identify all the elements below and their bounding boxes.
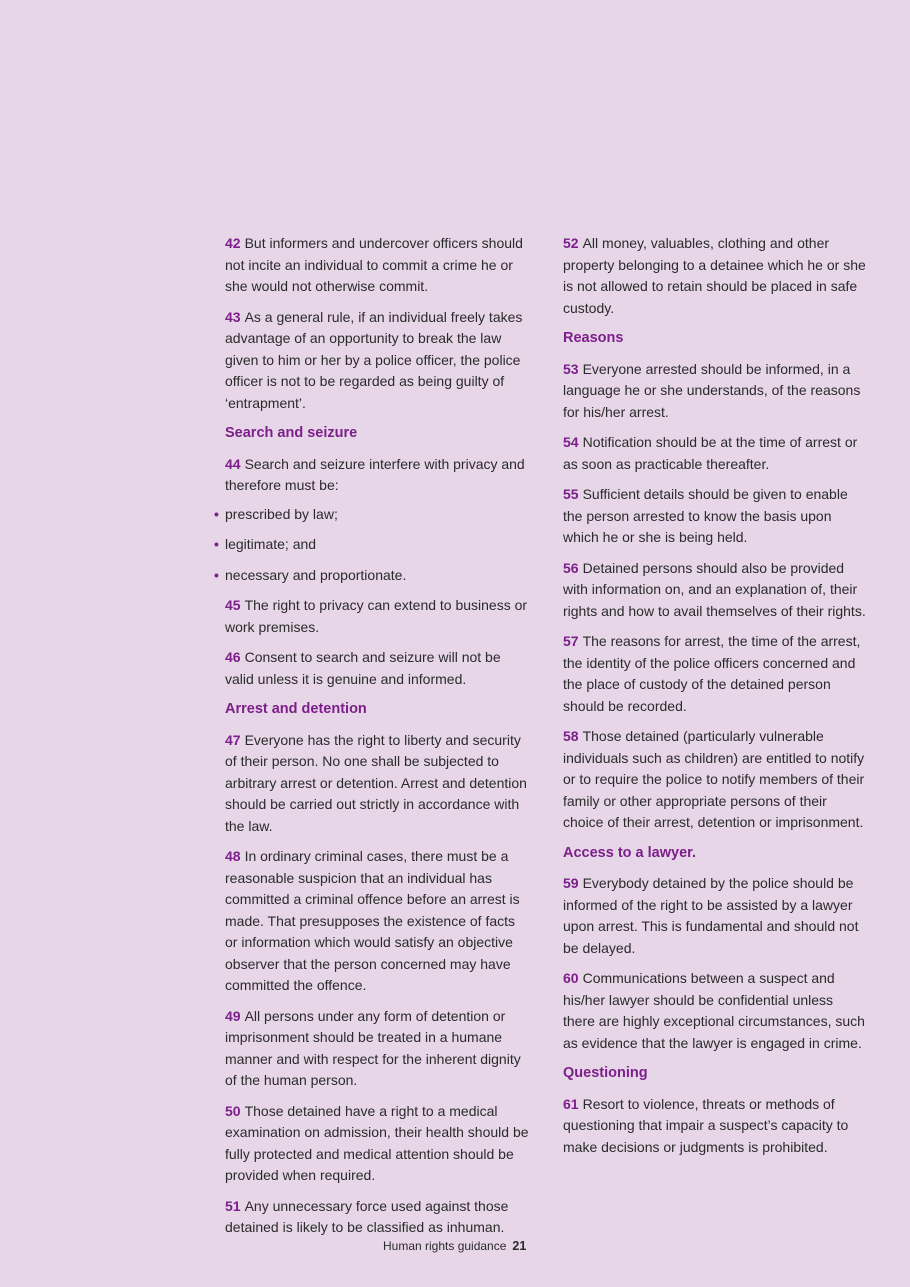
paragraph-48	[225, 846, 530, 997]
paragraph-56	[563, 558, 868, 623]
paragraph-text: The right to privacy can extend to business or work premises.	[225, 597, 528, 635]
paragraph-44	[225, 454, 530, 497]
paragraph-number: 46	[225, 649, 241, 665]
footer-title: Human rights guidance	[383, 1239, 507, 1253]
list-item	[214, 504, 530, 526]
paragraph-number: 58	[563, 728, 579, 744]
list-item-text: necessary and proportionate.	[225, 566, 407, 583]
paragraph-number: 42	[225, 235, 241, 251]
paragraph-57	[563, 631, 868, 717]
paragraph-text: Everyone arrested should be informed, in a language he or she understands, of the reasons for his/her arrest.	[563, 360, 861, 420]
paragraph-number: 56	[563, 559, 579, 576]
paragraph-number: 59	[563, 875, 579, 891]
bullet-icon: •	[214, 566, 219, 583]
paragraph-number: 45	[225, 597, 241, 613]
paragraph-number: 54	[563, 434, 579, 450]
paragraph-text: Resort to violence, threats or methods of questioning that impair a suspect’s capacity to make decisions or judgments is prohibited.	[563, 1095, 849, 1155]
paragraph-text: As a general rule, if an individual freely takes advantage of an opportunity to break the law given to him or her by a police officer, the police officer is not to be regarded as being guilty of ‘entrapment’.	[225, 308, 523, 411]
paragraph-number: 61	[563, 1095, 579, 1112]
paragraph-number: 60	[563, 970, 579, 986]
paragraph-text: Communications between a suspect and his/her lawyer should be confidential unless there are highly exceptional circumstances, such as evidence that the lawyer is engaged in crime.	[563, 970, 865, 1051]
paragraph-58	[563, 726, 868, 834]
paragraph-text: Those detained (particularly vulnerable individuals such as children) are entitled to notify or to require the police to notify members of their family or other appropriate persons of their choice of their arrest, detention or imprisonment.	[563, 728, 865, 830]
heading-access-to-a-lawyer: Access to a lawyer.	[563, 844, 696, 861]
paragraph-number: 50	[225, 1102, 241, 1119]
paragraph-number: 49	[225, 1007, 241, 1024]
list-item	[214, 534, 530, 556]
paragraph-text: Sufficient details should be given to enable the person arrested to know the basis upon which he or she is being held.	[563, 486, 848, 545]
paragraph-text: Detained persons should also be provided with information on, and an explanation of, their rights and how to avail themselves of their rights.	[563, 559, 866, 619]
paragraph-54	[563, 432, 868, 475]
paragraph-46	[225, 647, 530, 690]
bullet-icon: •	[214, 505, 219, 522]
paragraph-text: Consent to search and seizure will not be valid unless it is genuine and informed.	[225, 649, 501, 687]
paragraph-number: 43	[225, 308, 241, 325]
paragraph-55	[563, 484, 868, 549]
paragraph-49	[225, 1006, 530, 1092]
paragraph-number: 51	[225, 1197, 241, 1214]
paragraph-text: All persons under any form of detention or imprisonment should be treated in a humane manner and with respect for the inherent dignity of the human person.	[225, 1007, 521, 1088]
paragraph-text: The reasons for arrest, the time of the arrest, the identity of the police officers concerned and the place of custody of the detained person should be recorded.	[563, 633, 861, 714]
heading-search-and-seizure: Search and seizure	[225, 425, 358, 441]
paragraph-number: 44	[225, 455, 241, 472]
page-number: 21	[512, 1239, 527, 1253]
heading-questioning: Questioning	[563, 1065, 648, 1081]
paragraph-59	[563, 873, 868, 959]
paragraph-text: Notification should be at the time of arrest or as soon as practicable thereafter.	[563, 434, 858, 472]
right-column	[563, 233, 868, 1167]
heading-reasons: Reasons	[563, 330, 624, 346]
page-footer	[383, 1239, 526, 1253]
paragraph-50	[225, 1101, 530, 1187]
paragraph-60	[563, 968, 868, 1054]
paragraph-text: Everyone has the right to liberty and security of their person. No one shall be subjected to arbitrary arrest or detention. Arrest and detention should be carried out strictly in accordance with the law.	[225, 731, 527, 834]
paragraph-61	[563, 1094, 868, 1159]
paragraph-47	[225, 730, 530, 838]
paragraph-51	[225, 1196, 530, 1239]
paragraph-text: Any unnecessary force used against those detained is likely to be classified as inhuman.	[225, 1197, 509, 1235]
paragraph-53	[563, 359, 868, 424]
paragraph-text: Those detained have a right to a medical examination on admission, their health should be fully protected and medical attention should be provided when required.	[225, 1102, 529, 1183]
heading-arrest-and-detention: Arrest and detention	[225, 701, 367, 717]
list-item-text: legitimate; and	[225, 536, 317, 552]
paragraph-number: 53	[563, 360, 579, 377]
paragraph-43	[225, 307, 530, 415]
bullet-list	[214, 504, 530, 587]
paragraph-number: 55	[563, 486, 579, 502]
paragraph-text: All money, valuables, clothing and other property belonging to a detainee which he or she is not allowed to retain should be placed in safe custody.	[563, 235, 866, 316]
left-column	[214, 233, 530, 1248]
paragraph-45	[225, 595, 530, 638]
paragraph-text: In ordinary criminal cases, there must be a reasonable suspicion that an individual has committed a criminal offence before an arrest is made. That presupposes the existence of facts or information which would satisfy an objective observer that the person concerned may have committed the offence.	[225, 848, 520, 993]
list-item-text: prescribed by law;	[225, 505, 338, 522]
paragraph-42	[225, 233, 530, 298]
paragraph-text: Everybody detained by the police should be informed of the right to be assisted by a lawyer upon arrest. This is fundamental and should not be delayed.	[563, 875, 859, 956]
paragraph-number: 48	[225, 848, 241, 864]
paragraph-number: 52	[563, 235, 579, 251]
paragraph-number: 57	[563, 633, 579, 649]
bullet-icon: •	[214, 536, 219, 552]
paragraph-text: Search and seizure interfere with privacy and therefore must be:	[225, 455, 525, 493]
paragraph-text: But informers and undercover officers should not incite an individual to commit a crime he or she would not otherwise commit.	[225, 235, 523, 294]
paragraph-52	[563, 233, 868, 319]
paragraph-number: 47	[225, 731, 241, 748]
list-item	[214, 565, 530, 587]
